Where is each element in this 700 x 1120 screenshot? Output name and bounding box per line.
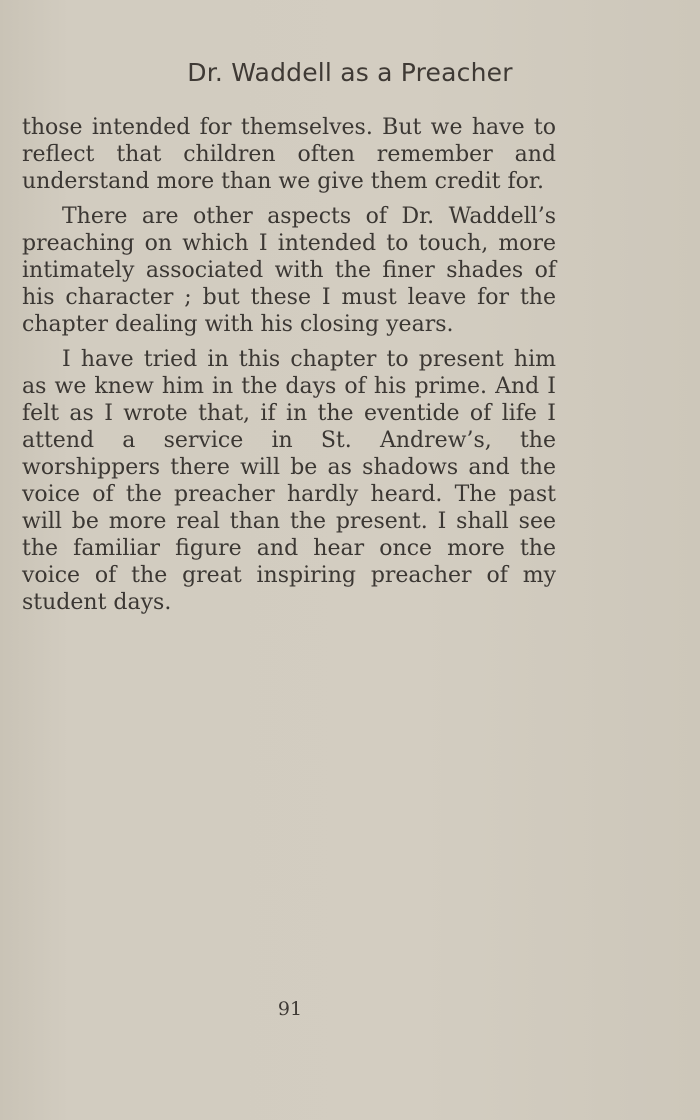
running-head: Dr. Waddell as a Preacher	[187, 58, 513, 87]
paragraph-aspects: There are other aspects of Dr. Waddell’s preaching on which I intended to touch, more intimately associated with the finer shades of his character ; but these I must leave for the chapter dealing with his closing years.	[22, 204, 556, 337]
body-text	[22, 114, 556, 616]
paragraph-continuation: those intended for themselves. But we have to reflect that children often remember and understand more than we give them credit for.	[22, 115, 556, 194]
paragraph-closing: I have tried in this chapter to present him as we knew him in the days of his prime. And I felt as I wrote that, if in the eventide of life I attend a service in St. Andrew’s, the worshippers there will be as shadows and the voice of the preacher hardly heard. The past will be more real than the present. I shall see the familiar figure and hear once more the voice of the great inspiring preacher of my student days.	[22, 347, 556, 615]
page-number: 91	[277, 998, 303, 1020]
